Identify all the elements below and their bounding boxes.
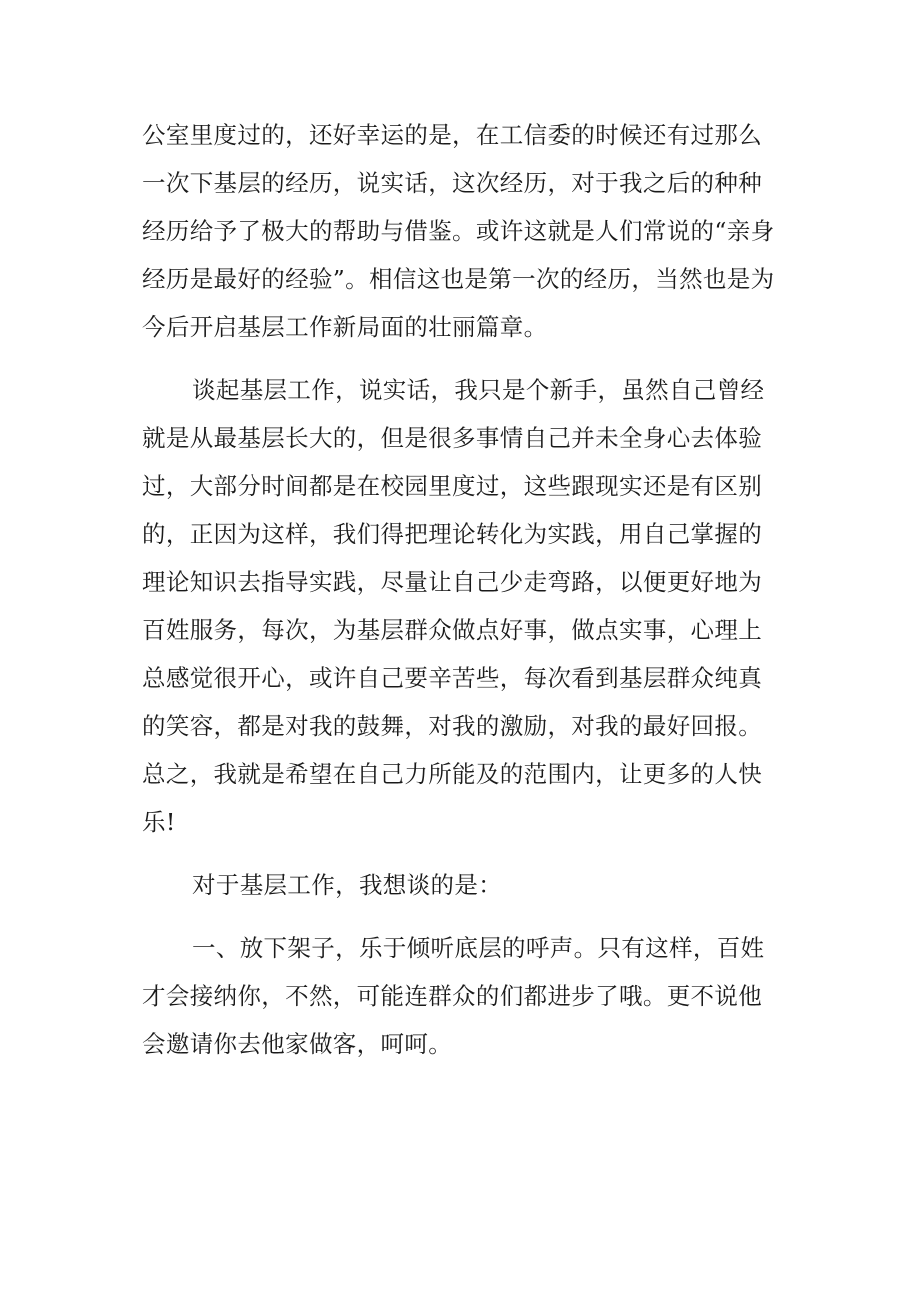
paragraph-1-line-2: 一次下基层的经历，说实话，这次经历，对于我之后的种种 [142,169,763,197]
paragraph-1-line-5: 今后开启基层工作新局面的壮丽篇章。 [142,313,548,341]
paragraph-2-line-10: 乐! [142,808,176,836]
paragraph-2-line-5: 理论知识去指导实践，尽量让自己少走弯路，以便更好地为 [142,568,763,596]
paragraph-1-line-1: 公室里度过的，还好幸运的是，在工信委的时候还有过那么 [142,121,763,149]
paragraph-4-line-2: 才会接纳你，不然，可能连群众的们都进步了哦。更不说他 [142,982,763,1010]
paragraph-4-line-1: 一、放下架子，乐于倾听底层的呼声。只有这样，百姓 [192,934,765,962]
paragraph-2-line-8: 的笑容，都是对我的鼓舞，对我的激励，对我的最好回报。 [142,712,763,740]
paragraph-2-line-3: 过，大部分时间都是在校园里度过，这些跟现实还是有区别 [142,472,763,500]
paragraph-2-line-7: 总感觉很开心，或许自己要辛苦些，每次看到基层群众纯真 [142,664,763,692]
paragraph-1-line-4: 经历是最好的经验”。相信这也是第一次的经历，当然也是为 [142,265,775,293]
paragraph-2-line-1: 谈起基层工作，说实话，我只是个新手，虽然自己曾经 [192,376,765,404]
paragraph-4-line-3: 会邀请你去他家做客，呵呵。 [142,1030,453,1058]
paragraph-2-line-9: 总之，我就是希望在自己力所能及的范围内，让更多的人快 [142,760,763,788]
paragraph-2-line-4: 的，正因为这样，我们得把理论转化为实践，用自己掌握的 [142,520,763,548]
paragraph-3-line-1: 对于基层工作，我想谈的是： [192,871,503,899]
paragraph-1-line-3: 经历给予了极大的帮助与借鉴。或许这就是人们常说的“亲身 [142,217,775,245]
paragraph-2-line-2: 就是从最基层长大的，但是很多事情自己并未全身心去体验 [142,424,763,452]
paragraph-2-line-6: 百姓服务，每次，为基层群众做点好事，做点实事，心理上 [142,616,763,644]
